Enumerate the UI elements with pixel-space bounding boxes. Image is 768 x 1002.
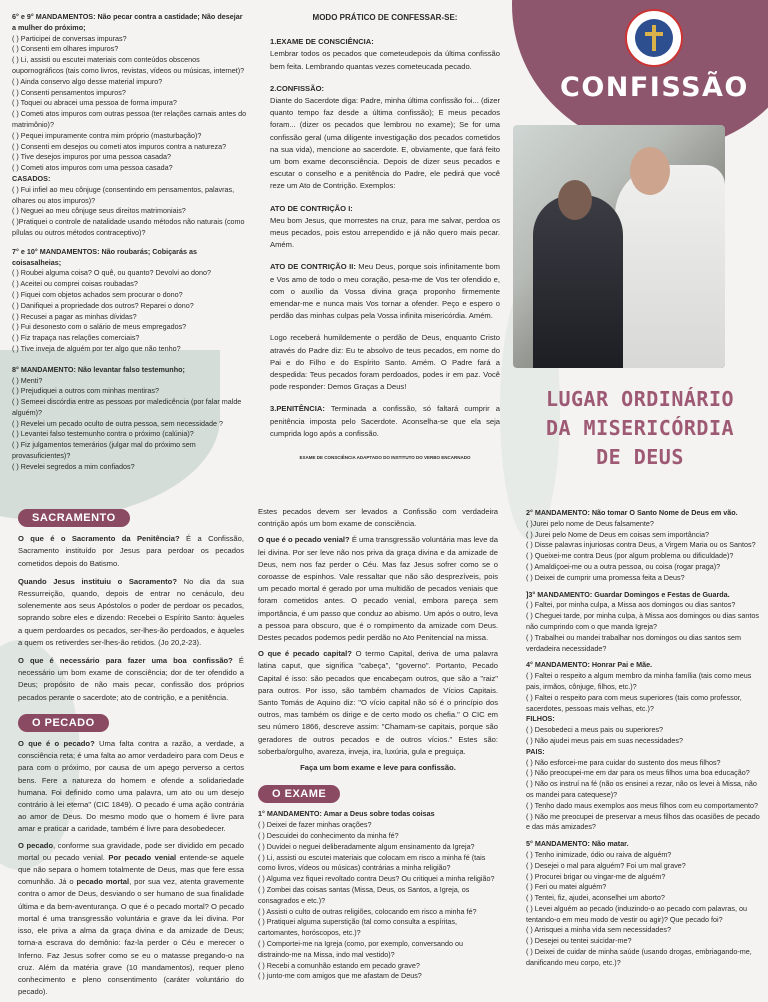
checklist-item: ( ) Não me preocupei de preservar a meus filhos das ocasiões de pecado e das más amizades? <box>526 811 760 832</box>
parents-heading: PAIS: <box>526 746 545 756</box>
step-1-heading: 1.EXAME DE CONSCIÊNCIA: <box>270 37 374 47</box>
third-commandment-heading: ]3° MANDAMENTO: Guardar Domingos e Festas de Guarda. <box>526 589 730 599</box>
sacramento-pill: SACRAMENTO <box>18 509 130 527</box>
checklist-item: ( ) Disse palavras injuriosas contra Deus, a Virgem Maria ou os Santos? <box>526 540 756 550</box>
checklist-item: ( ) Arrisquei a minha vida sem necessidades? <box>526 925 672 935</box>
second-commandment-heading: 2° MANDAMENTO: Não tomar O Santo Nome de Deus em vão. <box>526 508 738 517</box>
checklist <box>526 758 760 834</box>
sin-text-c: , por sua vez, atenta gravemente contra o amor de Deus, desviando o ser humano de sua finalidade última e da bem-aventurança. O que é o pecado mortal? O pecado mortal é uma transgressão voluntária e grave da lei divina. Por isso, ele priva a alma da graça divina e da amizade de Deus; torna-a escrava do demônio: faz-la perder o Céu e merecer o Inferno. Faz Jesus sofrer como se eu o matasse pregando-o na cruz. Além da matéria grave (10 mandamentos), requer pleno conhecimento e pleno consentimento (caráter voluntário do pecado). <box>18 877 244 997</box>
checklist <box>258 820 498 982</box>
act-contrition-2 <box>270 261 500 322</box>
checklist-item: ( ) Desejei ou tentei suicidar-me? <box>526 936 632 946</box>
checklist <box>12 185 248 239</box>
checklist-item: ( ) Menti? <box>12 375 43 385</box>
penitent-figure <box>533 195 623 368</box>
checklist-item: ( ) Assisti o culto de outras religiões, colocando em risco a minha fé? <box>258 906 477 916</box>
fifth-commandment-heading: 5° MANDAMENTO: Não matar. <box>526 839 629 849</box>
absolution-text: Logo receberá humildemente o perdão de Deus, enquanto Cristo através do Padre diz: Eu te absolvo de teus pecados, em nome do Pai e do Filho e do Espírito Santo. Amém. O Padre fará a despedida: Teus pecados foram perdoados, podes ir em paz. Você pode responder: Demos Graças a Deus! <box>270 333 500 392</box>
checklist <box>12 376 248 473</box>
checklist-item: ( ) Tenho inimizade, ódio ou raiva de alguém? <box>526 849 672 859</box>
checklist-item: ( ) Feri ou matei alguém? <box>526 882 607 892</box>
first-commandment-heading: 1° MANDAMENTO: Amar a Deus sobre todas coisas <box>258 809 435 819</box>
checklist-item: ( ) Li, assisti ou escutei materiais com conteúdos obscenos oupornográficos (tais como livros, revistas, vídeos ou músicas, internet)? <box>12 55 245 75</box>
q-capital-heading: O que é pecado capital? <box>258 649 352 659</box>
q-sin-kinds <box>18 840 244 999</box>
sin-text-b: entende-se aquele que não separa o homem totalmente de Deus, mas que fere essa comunhão. Já o <box>18 852 244 887</box>
source-note: EXAME DE CONSCIÊNCIA ADAPTADO DO INSTITUTO DO VERBO ENCARNADO <box>299 455 471 461</box>
intro-text: Estes pecados devem ser levados a Confissão com verdadeira contrição após um bom exame de consciência. <box>258 507 498 529</box>
married-heading: CASADOS: <box>12 173 51 183</box>
checklist-item: ( ) Alguma vez fiquei revoltado contra Deus? Ou critiquei a minha religião? <box>258 874 495 884</box>
checklist-item: ( ) Aceitei ou comprei coisas roubadas? <box>12 279 138 289</box>
checklist-item: ( ) Jurei pelo Nome de Deus em coisas sem importância? <box>526 529 709 539</box>
checklist <box>12 268 248 354</box>
act-contrition-1-heading: ATO DE CONTRIÇÃO I: <box>270 203 353 213</box>
checklist <box>526 600 760 654</box>
checklist-item: ( ) Trabalhei ou mandei trabalhar nos domingos ou dias santos sem verdadeira necessidade? <box>526 632 741 653</box>
eighth-heading: 8° MANDAMENTO: Não levantar falso testemunho; <box>12 364 185 374</box>
seventh-tenth-heading: 7° e 10° MANDAMENTOS: Não roubarás; Cobiçarás as coisasalheias; <box>12 246 197 267</box>
q-institution-text: No dia da sua Ressurreição, quando, depois de entrar no cenáculo, deu solenemente aos seus Apóstolos o poder de perdoar os pecados, soprando sobre eles e dizendo: Recebei o Espírito Santo: àqueles a quem perdoardes os pecados, ser-lhes-ão perdoados, e àqueles a quem os retiverdes ser-lhes-ão retidos. (Jo 20,2-23). <box>18 576 244 647</box>
q-institution <box>18 576 244 649</box>
step-3 <box>270 403 500 440</box>
q-venial <box>258 534 498 644</box>
q-sin-heading: O que é o pecado? <box>18 739 95 749</box>
checklist-item: ( ) Consenti pensamentos impuros? <box>12 87 126 97</box>
checklist-item: ( ) Fui infiel ao meu cônjuge (consentindo em pensamentos, palavras, olhares ou atos impuros)? <box>12 184 235 205</box>
sin-text-a: , conforme sua gravidade, pode ser dividido em pecado mortal ou pecado venial. <box>18 840 244 862</box>
checklist-item: ( ) Cometi atos impuros com uma pessoa casada? <box>12 163 173 173</box>
checklist-item: ( ) Deixei de fazer minhas orações? <box>258 820 372 830</box>
q-institution-heading: Quando Jesus instituiu o Sacramento? <box>18 576 177 586</box>
checklist-item: ( ) Desobedeci a meus pais ou superiores? <box>526 725 664 735</box>
heading-line-2: DA MISERICÓRDIA <box>545 416 735 440</box>
q-sacrament-text: É a Confissão, Sacramento instituído por Jesus para perdoar os pecados cometidos depois do Batismo. <box>18 534 244 568</box>
checklist-item: ( ) Revelei um pecado oculto de outra pessoa, sem necessidade ? <box>12 418 223 428</box>
institute-logo <box>625 9 683 67</box>
checklist-item: ( ) Tentei, fiz, ajudei, aconselhei um aborto? <box>526 893 665 903</box>
checklist-item: ( ) Descuidei do conhecimento da minha fé? <box>258 831 399 841</box>
checklist-item: ( ) Tive desejos impuros por uma pessoa casada? <box>12 152 172 162</box>
q-sin-text: Uma falta contra a razão, a verdade, a consciência reta; é uma falta ao amor verdadeiro para com Deus e para com o próximo, por causa de um apego perverso a certos bens. Fere a natureza do homem e ofende a solidariedade humana. Foi definido como uma palavra, um ato ou um desejo contrário à lei eterna" (CIC 1849). O pecado é uma ação contrária ao amor de Deus. Do mesmo modo que o homem é livre para amar e praticar a caridade, também é livre para desobedecer. <box>18 739 244 834</box>
checklist-item: ( ) Queixei-me contra Deus (por algum problema ou dificuldade)? <box>526 551 734 561</box>
checklist-item: ( ) Recebi a comunhão estando em pecado grave? <box>258 960 420 970</box>
children-heading: FILHOS: <box>526 714 555 724</box>
checklist-item: ( ) Fiz julgamentos temerários (julgar mal do próximo sem provasuficientes)? <box>12 440 196 461</box>
q-venial-text: É uma transgressão voluntária mas leve da lei divina. Por ser leve não nos priva da graça divina e da amizade de Deus, nem nos faz perder o Céu. Mas faz Jesus sofrer como se o coroasse de espinhos. Vale ressaltar que não são desprezíveis, pois um pecado mortal é gerado por uma multidão de pecados veniais que foram cometidos antes. O pecado venial, embora pareça sem importância, é um passo que conduz ao abismo. Um após o outro, leva a pessoa para obscuro, que é o rompimento da amizade com Deus. Destes pecados podemos pedir perdão no Ato Penitencial na missa. <box>258 535 498 643</box>
panel-bottom-middle <box>258 506 498 982</box>
checklist-item: ( ) Deixei de cumprir uma promessa feita a Deus? <box>526 572 685 582</box>
q-capital <box>258 648 498 758</box>
checklist-item: ( ) Consenti em desejos ou cometi atos impuros contra a natureza? <box>12 141 227 151</box>
checklist-item: ( ) Recusei a pagar as minhas dívidas? <box>12 311 137 321</box>
q-good-confession-heading: O que é necessário para fazer uma boa confissão? <box>18 656 233 666</box>
checklist-item: ( ) Li, assisti ou escutei materiais que colocam em risco a minha fé (tais como livros, vídeos ou músicas) contrárias a minha religião? <box>258 852 486 873</box>
checklist-item: ( ) Não os instruí na fé (não os ensinei a rezar, não os levei à Missa, não os mandei para catequese)? <box>526 779 757 799</box>
q-capital-text: O termo Capital, deriva de uma palavra latina caput, que significa "cabeça", "governo". Portanto, Pecado Capital é isso: são pecados que encabeçam outros, que são a "raiz" para outros. Por isso, são também chamados de Vícios Capitais. Santo Tomás de Aquino diz: "O vício capital não só é o princípio dos outros, mas também os dirige e de certo modo os chefia." O CIC em seu número 1866, descreve assim: "Chamam-se capitais, porque são geradores de outros pecados e de outros vícios." Estes são: soberba/orgulho, avareza, inveja, ira, luxúria, gula e preguiça. <box>258 649 498 756</box>
checklist-item: ( ) Amaldiçoei-me ou a outra pessoa, ou coisa (rogar praga)? <box>526 561 721 571</box>
pope-head <box>630 147 670 195</box>
sixth-ninth-heading: 6° e 9° MANDAMENTOS: Não pecar contra a castidade; Não desejar a mulher do próximo; <box>12 12 243 32</box>
checklist-item: ( ) Cheguei tarde, por minha culpa, à Missa aos domingos ou dias santos não cumprindo com o que manda Igreja? <box>526 611 759 631</box>
checklist <box>526 850 760 969</box>
checklist-item: ( ) Prejudiquei a outros com minhas mentiras? <box>12 386 160 396</box>
checklist <box>12 34 248 174</box>
checklist-item: ( ) Toquei ou abracei uma pessoa de forma impura? <box>12 98 177 108</box>
act-contrition-2-heading: ATO DE CONTRIÇÃO II: <box>270 262 356 272</box>
checklist-item: ( ) Procurei brigar ou vingar-me de alguém? <box>526 871 666 881</box>
fourth-commandment-heading: 4° MANDAMENTO: Honrar Pai e Mãe. <box>526 660 653 670</box>
q-good-confession <box>18 655 244 704</box>
q-venial-heading: O que é o pecado venial? <box>258 535 350 545</box>
step-3-heading: 3.PENITÊNCIA: <box>270 404 325 414</box>
step-2-heading: 2.CONFISSÃO: <box>270 83 325 93</box>
checklist <box>526 725 760 747</box>
heading-line-1: LUGAR ORDINÁRIO <box>545 387 735 411</box>
checklist-item: ( ) Revelei segredos a mim confiados? <box>12 461 135 471</box>
checklist-item: ( ) Faltei o respeito a algum membro da minha família (tais como meus pais, irmãos, cônjuge, filhos, etc.)? <box>526 671 752 691</box>
q-sacrament-heading: O que é o Sacramento da Penitência? <box>18 534 180 544</box>
exame-pill: O EXAME <box>258 785 340 803</box>
closing-line: Faça um bom exame e leve para confissão. <box>300 763 456 773</box>
step-3-text: Terminada a confissão, só faltará cumprir a penitência imposta pelo Sacerdote. Aconselha-se que ela seja cumprida logo após a confissão. <box>270 404 500 438</box>
panel-top-middle <box>270 12 500 461</box>
checklist-item: ( ) Levantei falso testemunho contra o próximo (calúnia)? <box>12 429 194 439</box>
practical-mode-title: MODO PRÁTICO DE CONFESSAR-SE: <box>312 13 458 22</box>
q-sin <box>18 738 244 836</box>
checklist-item: ( ) Semeei discórdia entre as pessoas por maledicência (por falar malde alguém)? <box>12 397 242 417</box>
step-2-text: Diante do Sacerdote diga: Padre, minha última confissão foi... (dizer quanto tempo faz desde a última confissão); E meus pecados foram... (dizer os pecados que lembrou no exame); Se for uma confissão geral (uma diligente investigação dos pecados cometidos na sua vida), mencione ao sacerdote. E, obviamente, que fará feito um bom exame deconsciência. Depois de dizer seus pecados e escutar o conselho e a penitência do Padre, ele pedirá que você reze um Ato de Contrição. Exemplos: <box>270 96 500 191</box>
checklist-item: ( ) Deixei de cuidar de minha saúde (usando drogas, embriagando-me, danificando meu corpo, etc.)? <box>526 947 752 967</box>
checklist-item: ( )Pratiquei o controle de natalidade usando métodos não naturais (como pílulas ou outros métodos contraceptivo)? <box>12 217 245 237</box>
checklist-item: ( ) Roubei alguma coisa? O quê, ou quanto? Devolvi ao dono? <box>12 268 211 278</box>
checklist-item: ( ) Fiz trapaça nas relações comerciais? <box>12 333 140 343</box>
checklist-item: ( )Jurei pelo nome de Deus falsamente? <box>526 518 654 528</box>
checklist-item: ( ) Neguei ao meu cônjuge seus direitos matrimoniais? <box>12 206 186 216</box>
checklist-item: ( ) Zombei das coisas santas (Missa, Deus, os Santos, a Igreja, os consagrados e etc.)? <box>258 885 470 905</box>
checklist-item: ( ) Não esforcei-me para cuidar do sustento dos meus filhos? <box>526 757 721 767</box>
checklist-item: ( ) Cometi atos impuros com outras pessoa (ter relações carnais antes do matrimônio)? <box>12 109 247 129</box>
checklist <box>526 671 760 714</box>
step-1-text: Lembrar todos os pecados que cometeudepois da última confissão bem feita. Lembrando quantas vezes cometeucada pecado. <box>270 49 500 71</box>
venial-heading: Por pecado venial <box>108 852 177 862</box>
checklist-item: ( ) Comportei-me na Igreja (como, por exemplo, conversando ou distraindo-me na Missa, indo mal vestido)? <box>258 939 463 959</box>
checklist-item: ( ) Pratiquei alguma superstição (tal como consulta a espíritas, cartomantes, horóscopos, etc.)? <box>258 917 457 938</box>
checklist-item: ( ) Consenti em olhares impuros? <box>12 44 119 54</box>
pecado-pill: O PECADO <box>18 714 109 732</box>
checklist-item: ( ) Tive inveja de alguém por ter algo que não tenho? <box>12 343 181 353</box>
checklist-item: ( ) Fui desonesto com o salário de meus empregados? <box>12 322 187 332</box>
checklist-item: ( ) Danifiquei a propriedade dos outros? Reparei o dono? <box>12 300 194 310</box>
checklist-item: ( ) Desejei o mal para alguém? Foi um mal grave? <box>526 860 686 870</box>
checklist <box>526 519 760 584</box>
checklist-item: ( ) Faltei, por minha culpa, a Missa aos domingos ou dias santos? <box>526 600 736 610</box>
checklist-item: ( ) Faltei o respeito para com meus superiores (tais como professor, sacerdotes, pessoas mais velhas, etc.)? <box>526 692 742 713</box>
checklist-item: ( ) Tenho dado maus exemplos aos meus filhos com eu comportamento? <box>526 800 758 810</box>
q-sacrament <box>18 533 244 570</box>
panel-bottom-left <box>18 506 244 1002</box>
act-contrition-2-text: Meu Deus, porque sois infinitamente bom e Vos amo de todo o meu coração, pesa-me de Vos ter ofendido e, com o auxílio da Vossa divina graça proponho firmemente emendar-me e nunca mais Vos tornar a ofender. Peço e espero o perdão das minhas culpas pela Vossa infinita misericórdia. Amém. <box>270 262 500 321</box>
heading-line-3: DE DEUS <box>596 445 684 469</box>
checklist-item: ( ) junto-me com amigos que me afastam de Deus? <box>258 971 422 981</box>
checklist-item: ( ) Duvidei o neguei deliberadamente algum ensinamento da Igreja? <box>258 841 475 851</box>
checklist-item: ( ) Ainda conservo algo desse material impuro? <box>12 76 163 86</box>
checklist-item: ( ) Levei alguém ao pecado (induzindo-o ao pecado com palavras, ou tentando-o em meu modo de vestir ou agir)? Que pecado foi? <box>526 903 747 924</box>
q-good-confession-text: É necessário um bom exame de consciência; dor de ter ofendido a Deus; propósito de não mais pecar, confissão dos próprios pecados perante o sacerdote; ato de contrição, e a penitência. <box>18 656 244 702</box>
act-contrition-1-text: Meu bom Jesus, que morrestes na cruz, para me salvar, perdoa os meus pecados, pois estou arrependido e já não quero mais pecar. Amém. <box>270 215 500 250</box>
confession-photo <box>513 125 725 368</box>
panel-top-left <box>12 12 248 473</box>
checklist-item: ( ) Pequei impuramente contra mim próprio (masturbação)? <box>12 130 202 140</box>
penitent-head <box>558 180 592 220</box>
sin-heading: O pecado <box>18 840 54 850</box>
panel-bottom-right <box>526 508 760 969</box>
confissao-title: CONFISSÃO <box>560 72 749 103</box>
checklist-item: ( ) Fiquei com objetos achados sem procurar o dono? <box>12 289 183 299</box>
pope-robe <box>615 165 725 368</box>
cross-emblem-icon <box>635 19 673 57</box>
mortal-heading: pecado mortal <box>76 877 130 887</box>
checklist-item: ( ) Participei de conversas impuras? <box>12 33 127 43</box>
lugar-ordinario-heading <box>540 385 740 472</box>
checklist-item: ( ) Não preocupei-me em dar para os meus filhos uma boa educação? <box>526 768 750 778</box>
checklist-item: ( ) Não ajudei meus pais em suas necessidades? <box>526 735 684 745</box>
